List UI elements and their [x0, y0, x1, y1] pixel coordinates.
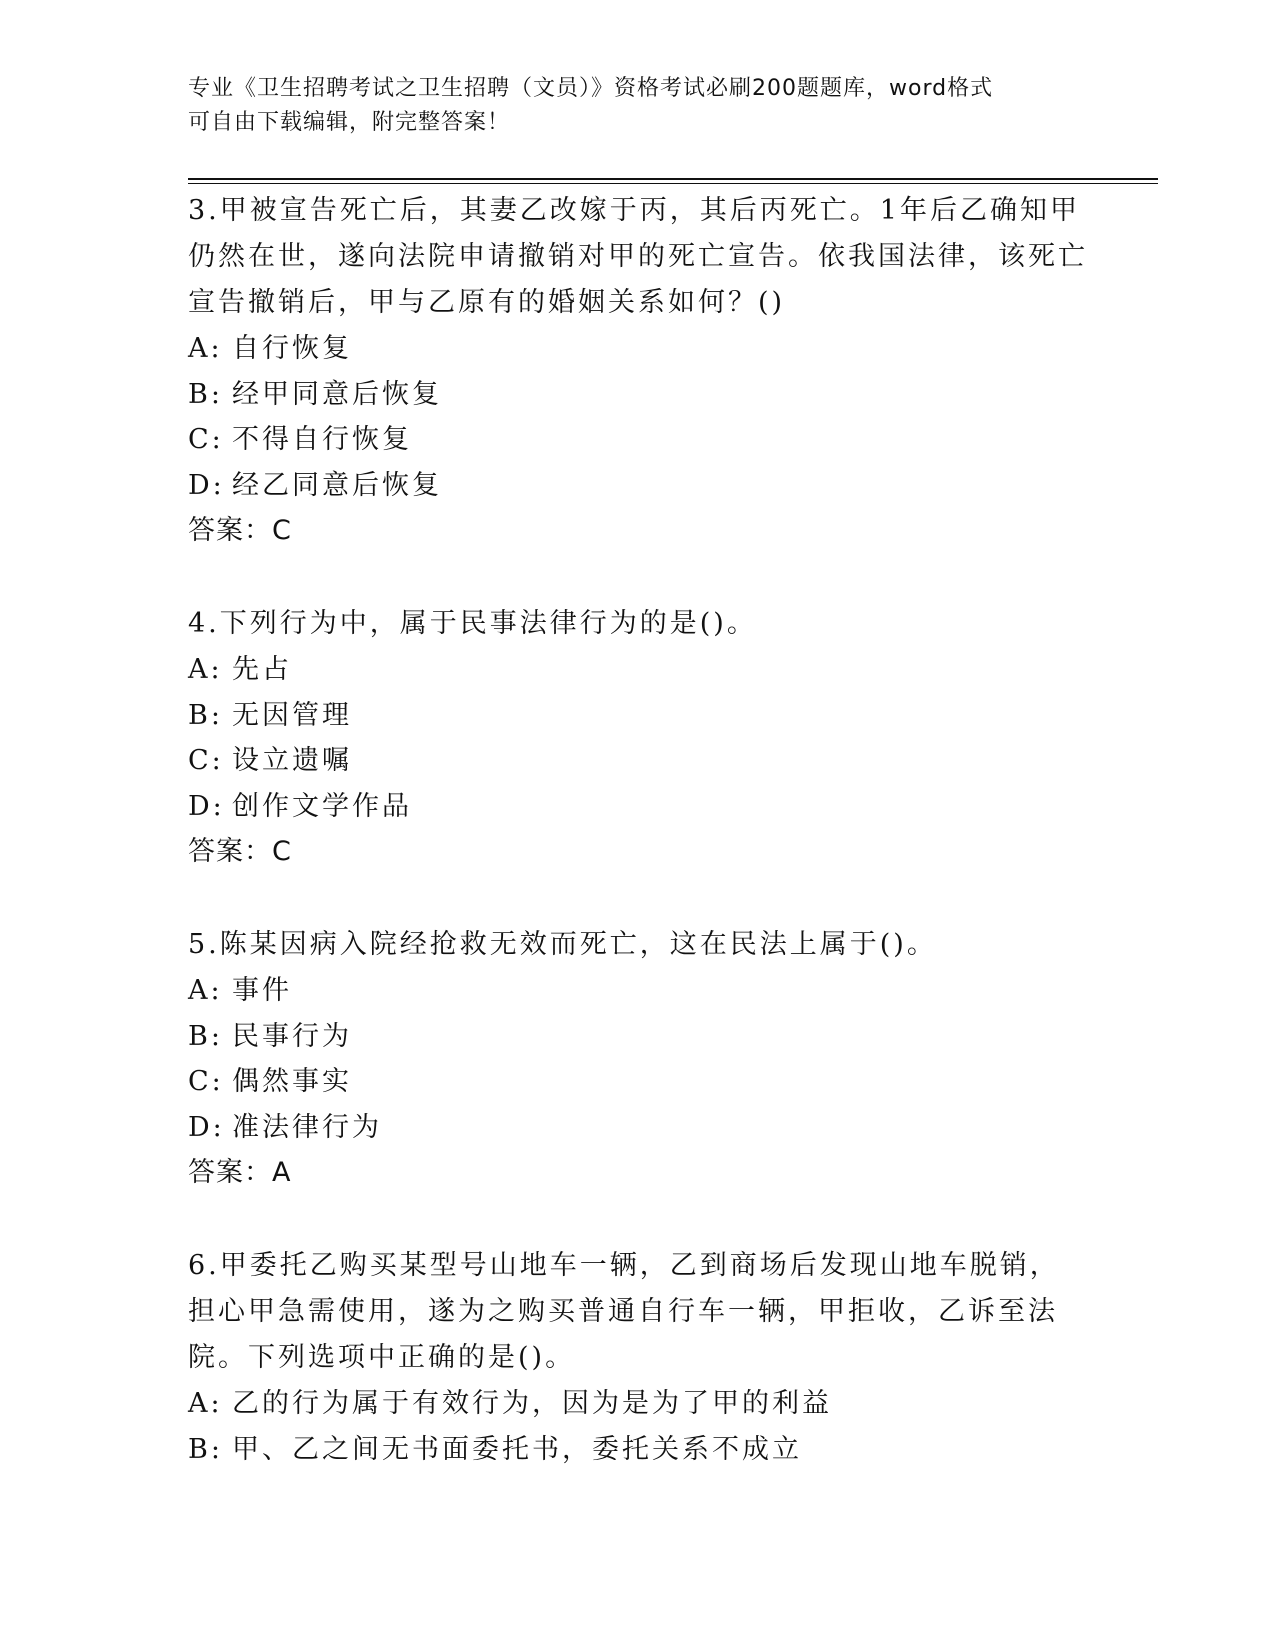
question-6 — [188, 1243, 1088, 1472]
answer-line: 答案：C — [188, 836, 292, 867]
option-c — [188, 1059, 1088, 1105]
option-key: B: — [188, 378, 223, 410]
option-d — [188, 463, 1088, 509]
header-divider-thin — [188, 183, 1158, 184]
question-5 — [188, 922, 1088, 1196]
spacer — [188, 1196, 1088, 1243]
option-text: 事件 — [232, 975, 292, 1006]
option-text: 经乙同意后恢复 — [232, 469, 442, 501]
option-key: A: — [188, 333, 223, 364]
question-text: 6.甲委托乙购买某型号山地车一辆，乙到商场后发现山地车脱销，担心甲急需使用，遂为之购买普通自行车一辆，甲拒收，乙诉至法院。下列选项中正确的是()。 — [188, 1250, 1060, 1373]
option-b — [188, 1427, 1088, 1473]
option-d — [188, 1105, 1088, 1151]
header-line-2: 可自由下载编辑，附完整答案！ — [188, 110, 511, 135]
option-key: A: — [188, 1388, 223, 1419]
option-text: 准法律行为 — [232, 1111, 382, 1143]
question-3 — [188, 188, 1088, 554]
header-divider-thick — [188, 178, 1158, 180]
option-key: C: — [188, 1066, 224, 1097]
spacer — [188, 875, 1088, 922]
option-text: 偶然事实 — [232, 1066, 352, 1097]
document-header — [188, 72, 1088, 140]
option-a — [188, 968, 1088, 1014]
option-b — [188, 372, 1088, 418]
option-key: B: — [188, 1020, 223, 1052]
option-key: D: — [188, 1111, 225, 1143]
answer-line: 答案：A — [188, 1157, 292, 1188]
option-text: 甲、乙之间无书面委托书，委托关系不成立 — [232, 1433, 802, 1465]
option-b — [188, 693, 1088, 739]
option-c — [188, 417, 1088, 463]
answer-line: 答案：C — [188, 515, 292, 546]
option-key: B: — [188, 699, 223, 731]
option-a — [188, 326, 1088, 372]
option-key: C: — [188, 424, 224, 455]
question-4 — [188, 601, 1088, 875]
question-text: 3.甲被宣告死亡后，其妻乙改嫁于丙，其后丙死亡。1年后乙确知甲仍然在世，遂向法院申请撤销对甲的死亡宣告。依我国法律，该死亡宣告撤销后，甲与乙原有的婚姻关系如何？() — [188, 195, 1088, 318]
option-text: 无因管理 — [232, 699, 352, 731]
option-text: 先占 — [232, 654, 292, 685]
question-list — [188, 188, 1088, 1472]
option-key: D: — [188, 469, 225, 501]
option-key: C: — [188, 745, 224, 776]
option-text: 自行恢复 — [232, 333, 352, 364]
header-line-1: 专业《卫生招聘考试之卫生招聘（文员）》资格考试必刷200题题库，word格式 — [188, 76, 994, 101]
option-text: 设立遗嘱 — [232, 745, 352, 776]
option-key: A: — [188, 654, 223, 685]
question-text: 5.陈某因病入院经抢救无效而死亡，这在民法上属于()。 — [188, 929, 937, 960]
option-text: 创作文学作品 — [232, 790, 412, 822]
option-b — [188, 1014, 1088, 1060]
question-text: 4.下列行为中，属于民事法律行为的是()。 — [188, 608, 757, 639]
option-c — [188, 738, 1088, 784]
option-a — [188, 1381, 1088, 1427]
option-key: A: — [188, 975, 223, 1006]
option-key: D: — [188, 790, 225, 822]
spacer — [188, 554, 1088, 601]
option-d — [188, 784, 1088, 830]
option-text: 民事行为 — [232, 1020, 352, 1052]
option-a — [188, 647, 1088, 693]
option-key: B: — [188, 1433, 223, 1465]
option-text: 不得自行恢复 — [232, 424, 412, 455]
option-text: 乙的行为属于有效行为，因为是为了甲的利益 — [232, 1388, 832, 1419]
option-text: 经甲同意后恢复 — [232, 378, 442, 410]
